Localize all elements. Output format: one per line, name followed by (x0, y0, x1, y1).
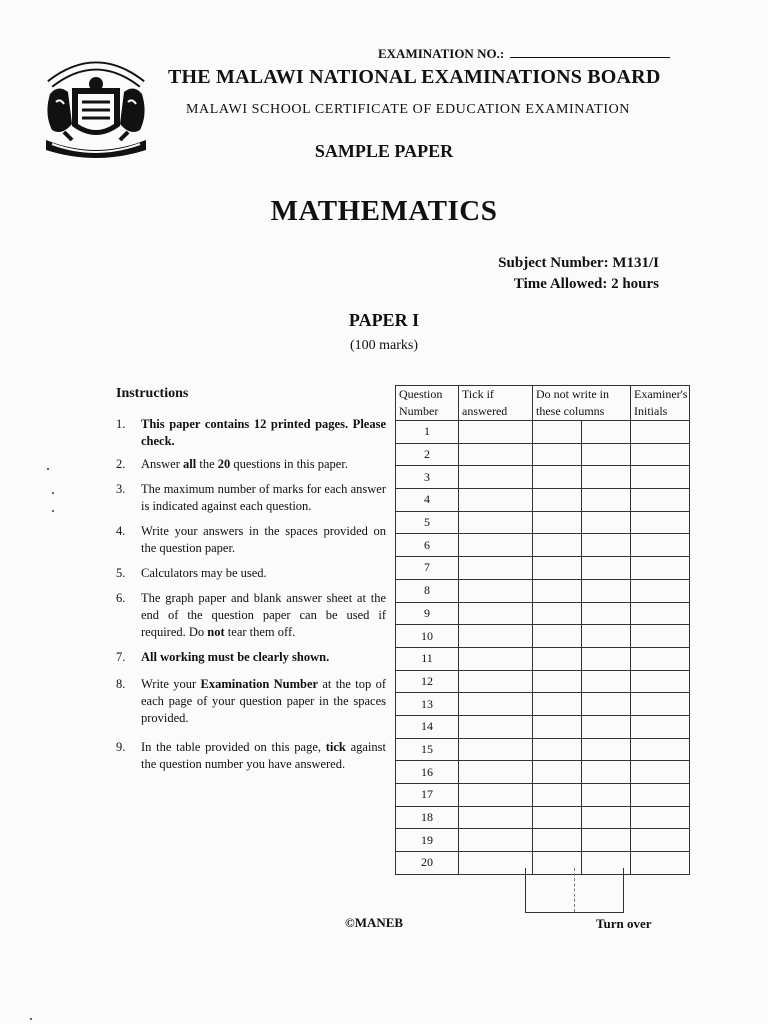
examiner-column-cell (582, 534, 631, 557)
instruction-emphasis: All working must be clearly shown. (141, 650, 330, 664)
instruction-text-part: questions in this paper. (230, 457, 348, 471)
instruction-text-part: tear them off. (224, 625, 296, 639)
instruction-number: 3. (116, 482, 126, 496)
paper-label: PAPER I (348, 310, 420, 330)
examiner-total-box (525, 868, 624, 913)
instruction-number: 1. (116, 417, 126, 431)
question-number-cell: 17 (396, 784, 459, 807)
examiner-column-cell (582, 761, 631, 784)
examiner-initials-cell (631, 784, 690, 807)
examiner-column-cell (582, 670, 631, 693)
copyright-notice: ©MANEB (345, 915, 404, 930)
examiner-column-cell (533, 557, 582, 580)
instruction-emphasis: Examination Number (200, 677, 319, 691)
examiner-column-cell (533, 511, 582, 534)
question-number-cell: 18 (396, 806, 459, 829)
scan-speck (47, 468, 49, 470)
examiner-column-cell (582, 625, 631, 648)
examiner-column-cell (533, 647, 582, 670)
examiner-column-cell (582, 693, 631, 716)
subject-title: MATHEMATICS (270, 195, 498, 227)
instruction-emphasis: This paper contains 12 printed pages. Please check. (141, 417, 386, 448)
examiner-column-cell (533, 693, 582, 716)
instruction-text (141, 650, 329, 664)
examiner-column-cell (533, 829, 582, 852)
tick-cell[interactable] (459, 579, 533, 602)
question-number-cell: 9 (396, 602, 459, 625)
instructions-list (116, 416, 386, 773)
instruction-text (141, 482, 386, 513)
instruction-text (141, 524, 386, 555)
question-number-cell: 11 (396, 647, 459, 670)
question-number-cell: 2 (396, 443, 459, 466)
table-row (396, 647, 690, 670)
table-row (396, 421, 690, 444)
tick-cell[interactable] (459, 670, 533, 693)
table-row (396, 670, 690, 693)
board-title: THE MALAWI NATIONAL EXAMINATIONS BOARD (168, 66, 661, 88)
instruction-text (141, 457, 348, 471)
scan-speck (30, 1018, 32, 1020)
examiner-initials-cell (631, 852, 690, 875)
tick-cell[interactable] (459, 852, 533, 875)
tick-cell[interactable] (459, 466, 533, 489)
table-row (396, 602, 690, 625)
examiner-column-cell (533, 715, 582, 738)
examiner-column-cell (533, 670, 582, 693)
question-number-cell: 8 (396, 579, 459, 602)
examiner-column-cell (533, 761, 582, 784)
instruction-number: 5. (116, 566, 126, 580)
examiner-column-cell (582, 829, 631, 852)
question-tick-table (395, 385, 690, 875)
question-number-cell: 15 (396, 738, 459, 761)
tick-cell[interactable] (459, 761, 533, 784)
instruction-item (116, 481, 386, 515)
table-row (396, 443, 690, 466)
tick-cell[interactable] (459, 784, 533, 807)
question-number-cell: 16 (396, 761, 459, 784)
instruction-item (116, 565, 386, 582)
table-row (396, 693, 690, 716)
table-row (396, 511, 690, 534)
examiner-column-cell (533, 489, 582, 512)
question-number-cell: 5 (396, 511, 459, 534)
instruction-emphasis: not (207, 625, 225, 639)
tick-cell[interactable] (459, 421, 533, 444)
sample-paper-heading: SAMPLE PAPER (314, 141, 454, 161)
instruction-text-part: against the question number you have answered. (141, 740, 386, 771)
instruction-number: 2. (116, 457, 126, 471)
examiner-initials-cell (631, 647, 690, 670)
instruction-item (116, 416, 386, 450)
tick-cell[interactable] (459, 738, 533, 761)
tick-cell[interactable] (459, 625, 533, 648)
instruction-number: 4. (116, 524, 126, 538)
tick-cell[interactable] (459, 557, 533, 580)
instruction-item (116, 590, 386, 641)
examiner-column-cell (582, 602, 631, 625)
examiner-column-cell (582, 784, 631, 807)
examiner-initials-cell (631, 761, 690, 784)
table-row (396, 489, 690, 512)
examiner-column-cell (582, 421, 631, 444)
instruction-text-part: Write your (141, 677, 201, 691)
instruction-text (141, 677, 386, 725)
question-number-cell: 1 (396, 421, 459, 444)
instruction-text-part: The graph paper and blank answer sheet at the end of the question paper can be used if required. Do (141, 591, 386, 639)
examiner-initials-cell (631, 693, 690, 716)
instruction-text (141, 566, 267, 580)
question-number-cell: 19 (396, 829, 459, 852)
examiner-initials-cell (631, 715, 690, 738)
examiner-initials-cell (631, 557, 690, 580)
examiner-column-cell (582, 489, 631, 512)
table-header-row (396, 386, 690, 421)
examiner-column-cell (582, 443, 631, 466)
instruction-item (116, 456, 386, 473)
examiner-initials-cell (631, 670, 690, 693)
examiner-initials-cell (631, 489, 690, 512)
examiner-initials-cell (631, 602, 690, 625)
question-number-cell: 10 (396, 625, 459, 648)
instruction-emphasis: tick (325, 740, 346, 754)
examiner-column-cell (582, 738, 631, 761)
tick-cell[interactable] (459, 489, 533, 512)
instruction-item (116, 676, 386, 727)
table-row (396, 557, 690, 580)
examiner-initials-cell (631, 579, 690, 602)
examiner-column-cell (582, 511, 631, 534)
examiner-initials-cell (631, 829, 690, 852)
examiner-column-cell (582, 715, 631, 738)
total-marks: (100 marks) (349, 338, 419, 353)
instruction-text-part: In the table provided on this page, (141, 740, 326, 754)
examiner-column-cell (533, 443, 582, 466)
table-row (396, 829, 690, 852)
header-question-number: Question Number (396, 386, 459, 421)
tick-cell[interactable] (459, 715, 533, 738)
examination-name: MALAWI SCHOOL CERTIFICATE OF EDUCATION EXAMINATION (186, 102, 630, 117)
instruction-text-part: the (196, 457, 218, 471)
tick-cell[interactable] (459, 511, 533, 534)
instruction-text-part: Answer (141, 457, 184, 471)
instruction-number: 6. (116, 591, 126, 605)
question-number-cell: 20 (396, 852, 459, 875)
examination-number-blank (510, 47, 670, 58)
examiner-column-cell (582, 647, 631, 670)
table-row (396, 466, 690, 489)
question-number-cell: 3 (396, 466, 459, 489)
instruction-item (116, 523, 386, 557)
header-examiners-initials: Examiner's Initials (631, 386, 690, 421)
header-do-not-write: Do not write in these columns (533, 386, 631, 421)
examiner-initials-cell (631, 625, 690, 648)
examiner-column-cell (582, 557, 631, 580)
examiner-column-cell (582, 466, 631, 489)
instruction-text (141, 591, 386, 639)
instruction-emphasis: 20 (217, 457, 231, 471)
instruction-text (141, 740, 386, 771)
examiner-column-cell (533, 738, 582, 761)
question-number-cell: 4 (396, 489, 459, 512)
table-row (396, 579, 690, 602)
instruction-number: 7. (116, 650, 126, 664)
tick-cell[interactable] (459, 647, 533, 670)
time-allowed: Time Allowed: 2 hours (513, 276, 659, 292)
table-row (396, 761, 690, 784)
subject-number: Subject Number: M131/I (498, 255, 659, 271)
examiner-column-cell (582, 806, 631, 829)
examiner-initials-cell (631, 421, 690, 444)
examiner-column-cell (533, 806, 582, 829)
instruction-text-part: Calculators may be used. (141, 566, 267, 580)
tick-cell[interactable] (459, 693, 533, 716)
instruction-item (116, 649, 386, 666)
examiner-initials-cell (631, 466, 690, 489)
examiner-column-cell (533, 602, 582, 625)
scan-speck (52, 492, 54, 494)
tick-cell[interactable] (459, 829, 533, 852)
instruction-text-part: The maximum number of marks for each answer is indicated against each question. (141, 482, 386, 513)
examiner-initials-cell (631, 443, 690, 466)
instruction-item (116, 739, 386, 773)
table-row (396, 534, 690, 557)
tick-cell[interactable] (459, 602, 533, 625)
examiner-initials-cell (631, 738, 690, 761)
examiner-column-cell (582, 579, 631, 602)
table-row (396, 784, 690, 807)
question-number-cell: 12 (396, 670, 459, 693)
question-number-cell: 14 (396, 715, 459, 738)
tick-cell[interactable] (459, 534, 533, 557)
instructions-heading: Instructions (116, 386, 189, 401)
examiner-column-cell (533, 466, 582, 489)
scan-speck (52, 510, 54, 512)
tick-cell[interactable] (459, 806, 533, 829)
examiner-column-cell (533, 625, 582, 648)
instruction-emphasis: all (183, 457, 197, 471)
instruction-text (141, 417, 386, 448)
header-tick-if-answered: Tick if answered (459, 386, 533, 421)
examination-number-line (378, 46, 670, 62)
instruction-text-part: at the top of each page of your question paper in the spaces provided. (141, 677, 387, 725)
examiner-initials-cell (631, 534, 690, 557)
question-number-cell: 6 (396, 534, 459, 557)
table-row (396, 806, 690, 829)
tick-cell[interactable] (459, 443, 533, 466)
instruction-text-part: Write your answers in the spaces provided on the question paper. (141, 524, 386, 555)
examiner-column-cell (533, 421, 582, 444)
question-number-cell: 13 (396, 693, 459, 716)
table-row (396, 715, 690, 738)
instruction-number: 8. (116, 677, 126, 691)
table-row (396, 625, 690, 648)
examiner-column-cell (533, 784, 582, 807)
examiner-initials-cell (631, 511, 690, 534)
examiner-initials-cell (631, 806, 690, 829)
examiner-column-cell (533, 534, 582, 557)
instruction-number: 9. (116, 740, 126, 754)
table-row (396, 738, 690, 761)
examiner-column-cell (533, 579, 582, 602)
question-number-cell: 7 (396, 557, 459, 580)
examination-number-label: EXAMINATION NO.: (378, 46, 505, 61)
turn-over-label: Turn over (596, 916, 652, 931)
